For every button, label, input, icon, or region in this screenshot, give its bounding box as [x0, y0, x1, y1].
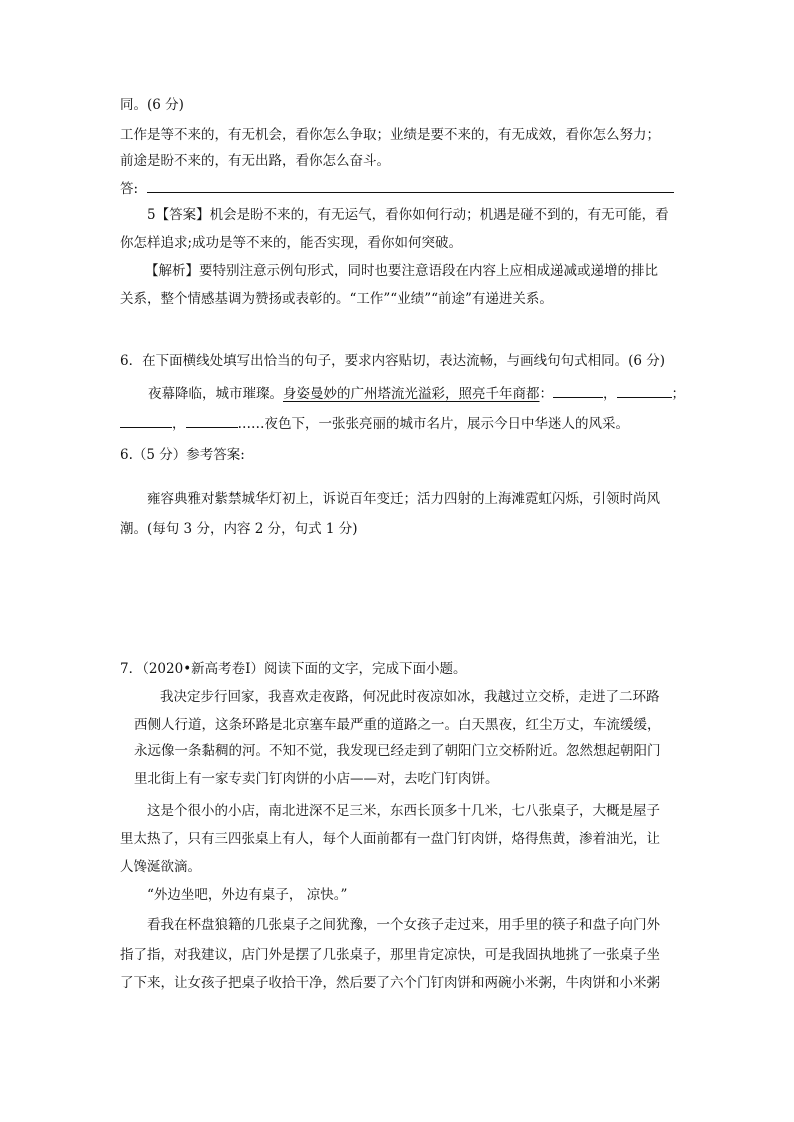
q6-colon: ： — [539, 386, 553, 402]
q6-text-end: ……夜色下，一张张亮丽的城市名片，展示今日中华迷人的风采。 — [237, 416, 629, 432]
q6-sep-2: ， — [172, 416, 186, 432]
q6-sep-1: ， — [603, 386, 617, 402]
q6-blank-3[interactable] — [120, 414, 172, 428]
q6-blank-1[interactable] — [553, 384, 603, 398]
q7-p1-line-2: 西侧人行道，这条环路是北京塞车最严重的道路之一。白天黑夜，红尘万丈，车流缓缓， — [134, 717, 661, 733]
q5-answer-line-2: 你怎样追求;成功是等不来的，能否实现，看你如何突破。 — [120, 235, 463, 251]
q6-semicolon: ； — [671, 386, 685, 402]
q7-p4-line-2: 指了指，对我建议，店门外是摆了几张桌子，那里肯定凉快，可是我固执地挑了一张桌子坐 — [120, 947, 660, 963]
q7-p2-line-2: 里太热了，只有三四张桌上有人，每个人面前都有一盘门钉肉饼，烙得焦黄，渗着油光，让 — [120, 831, 660, 847]
q4-example-line-1: 工作是等不来的，有无机会，看你怎么争取；业绩是要不来的，有无成效，看你怎么努力； — [120, 127, 660, 143]
q6-text-line-1 — [148, 384, 685, 403]
answer-blank-line — [147, 192, 674, 193]
q7-p2-line-3: 人馋涎欲滴。 — [120, 859, 201, 875]
q6-blank-2[interactable] — [617, 384, 672, 398]
q7-p1-line-3: 永远像一条黏稠的河。不知不觉，我发现已经走到了朝阳门立交桥附近。忽然想起朝阳门 — [134, 743, 661, 759]
q4-score-line: 同。(6 分) — [120, 97, 184, 113]
q7-p1-line-1: 我决定步行回家，我喜欢走夜路，何况此时夜凉如冰，我越过立交桥，走进了二环路 — [160, 689, 660, 705]
q6-prompt: 6．在下面横线处填写出恰当的句子，要求内容贴切，表达流畅，与画线句句式相同。(6 分) — [120, 353, 666, 369]
q6-text-line-2 — [120, 414, 629, 433]
q6-reference-line-1: 雍容典雅对紫禁城华灯初上，诉说百年变迁；活力四射的上海滩霓虹闪烁，引领时尚风 — [147, 491, 660, 507]
q7-p4-line-3: 了下来，让女孩子把桌子收拾干净，然后要了六个门钉肉饼和两碗小米粥，牛肉饼和小米粥 — [120, 975, 660, 991]
q5-answer-line-1: 5【答案】机会是盼不来的，有无运气，看你如何行动；机遇是碰不到的，有无可能，看 — [147, 207, 669, 223]
q7-p1-line-4: 里北街上有一家专卖门钉肉饼的小店——对，去吃门钉肉饼。 — [134, 771, 499, 787]
q6-reference-line-2: 潮。(每句 3 分，内容 2 分，句式 1 分) — [120, 521, 358, 537]
q7-p3: “外边坐吧，外边有桌子， 凉快。” — [147, 887, 348, 903]
q4-example-line-2: 前途是盼不来的，有无出路，看你怎么奋斗。 — [120, 153, 390, 169]
q5-analysis-line-1: 【解析】要特别注意示例句形式，同时也要注意语段在内容上应相成递减或递增的排比 — [145, 263, 658, 279]
q7-p4-line-1: 看我在杯盘狼籍的几张桌子之间犹豫，一个女孩子走过来，用手里的筷子和盘子向门外 — [147, 917, 660, 933]
q6-reference-label: 6.（5 分）参考答案: — [120, 447, 245, 463]
q6-blank-4[interactable] — [186, 414, 238, 428]
q5-analysis-line-2: 关系，整个情感基调为赞扬或表彰的。“工作”“业绩”“前途”有递进关系。 — [120, 291, 553, 307]
q6-text-start: 夜幕降临，城市璀璨。 — [148, 386, 283, 402]
q4-answer-label: 答: — [120, 181, 139, 197]
q7-heading: 7．（2020•新高考卷Ⅰ）阅读下面的文字，完成下面小题。 — [120, 661, 467, 677]
q6-underlined-sentence: 身姿曼妙的广州塔流光溢彩，照亮千年商都 — [283, 386, 540, 402]
q7-p2-line-1: 这是个很小的小店，南北进深不足三米，东西长顶多十几米，七八张桌子，大概是屋子 — [147, 803, 660, 819]
